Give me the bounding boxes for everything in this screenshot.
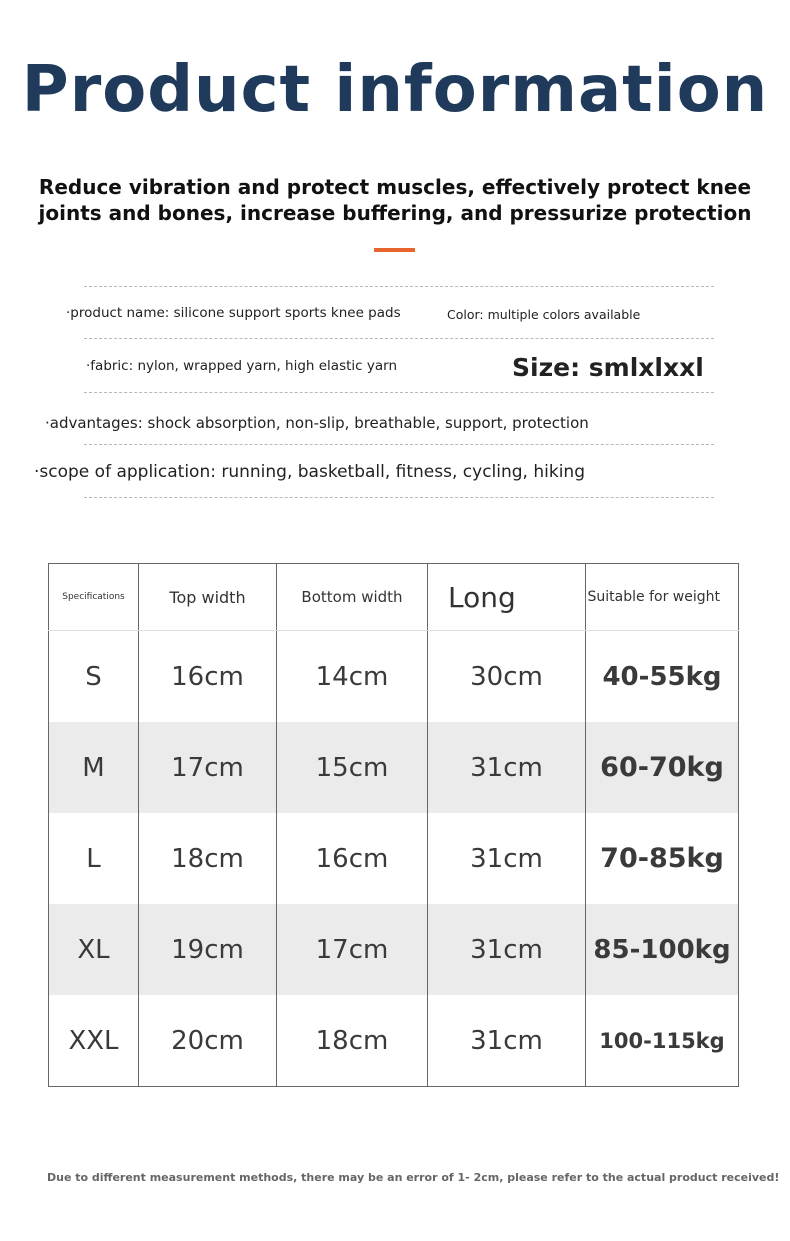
long-cell: 31cm: [428, 722, 586, 813]
header-bottom-width: Bottom width: [277, 564, 428, 631]
measurement-note: Due to different measurement methods, there may be an error of 1- 2cm, please refer to the actual product received!: [47, 1171, 780, 1184]
table-header-row: [49, 564, 739, 631]
size-cell: M: [49, 722, 139, 813]
bottom-width-cell: 18cm: [277, 995, 428, 1087]
long-cell: 30cm: [428, 631, 586, 723]
dashed-divider: [84, 444, 714, 445]
bottom-width-cell: 15cm: [277, 722, 428, 813]
top-width-cell: 20cm: [139, 995, 277, 1087]
accent-divider: [374, 248, 415, 252]
size-cell: L: [49, 813, 139, 904]
table-row: [49, 995, 739, 1087]
header-specifications: Specifications: [49, 564, 139, 631]
scope-text: ·scope of application: running, basketball, fitness, cycling, hiking: [34, 462, 585, 482]
long-cell: 31cm: [428, 995, 586, 1087]
table-row: [49, 904, 739, 995]
size-cell: S: [49, 631, 139, 723]
long-cell: 31cm: [428, 813, 586, 904]
fabric-text: ·fabric: nylon, wrapped yarn, high elastic yarn: [86, 358, 398, 374]
dashed-divider: [84, 286, 714, 287]
size-chart-table: [48, 563, 739, 1087]
product-name-text: ·product name: silicone support sports knee pads: [66, 305, 401, 321]
long-cell: 31cm: [428, 904, 586, 995]
header-top-width: Top width: [139, 564, 277, 631]
top-width-cell: 19cm: [139, 904, 277, 995]
top-width-cell: 18cm: [139, 813, 277, 904]
weight-cell: 70-85kg: [586, 813, 739, 904]
header-long: Long: [428, 564, 586, 631]
weight-cell: 100-115kg: [586, 995, 739, 1087]
color-text: Color: multiple colors available: [447, 307, 641, 322]
table-row: [49, 631, 739, 723]
weight-cell: 60-70kg: [586, 722, 739, 813]
header-weight: Suitable for weight: [586, 564, 739, 631]
page-title: Product information: [21, 53, 769, 127]
bottom-width-cell: 14cm: [277, 631, 428, 723]
size-text: Size: smlxlxxl: [512, 353, 704, 382]
weight-cell: 40-55kg: [586, 631, 739, 723]
dashed-divider: [84, 338, 714, 339]
top-width-cell: 17cm: [139, 722, 277, 813]
weight-cell: 85-100kg: [586, 904, 739, 995]
bottom-width-cell: 16cm: [277, 813, 428, 904]
product-tagline: Reduce vibration and protect muscles, effectively protect knee joints and bones, increase buffering, and pressurize protection: [38, 175, 752, 225]
size-cell: XL: [49, 904, 139, 995]
table-row: [49, 813, 739, 904]
size-cell: XXL: [49, 995, 139, 1087]
top-width-cell: 16cm: [139, 631, 277, 723]
advantages-text: ·advantages: shock absorption, non-slip, breathable, support, protection: [45, 414, 589, 432]
dashed-divider: [84, 497, 714, 498]
bottom-width-cell: 17cm: [277, 904, 428, 995]
dashed-divider: [84, 392, 714, 393]
table-row: [49, 722, 739, 813]
